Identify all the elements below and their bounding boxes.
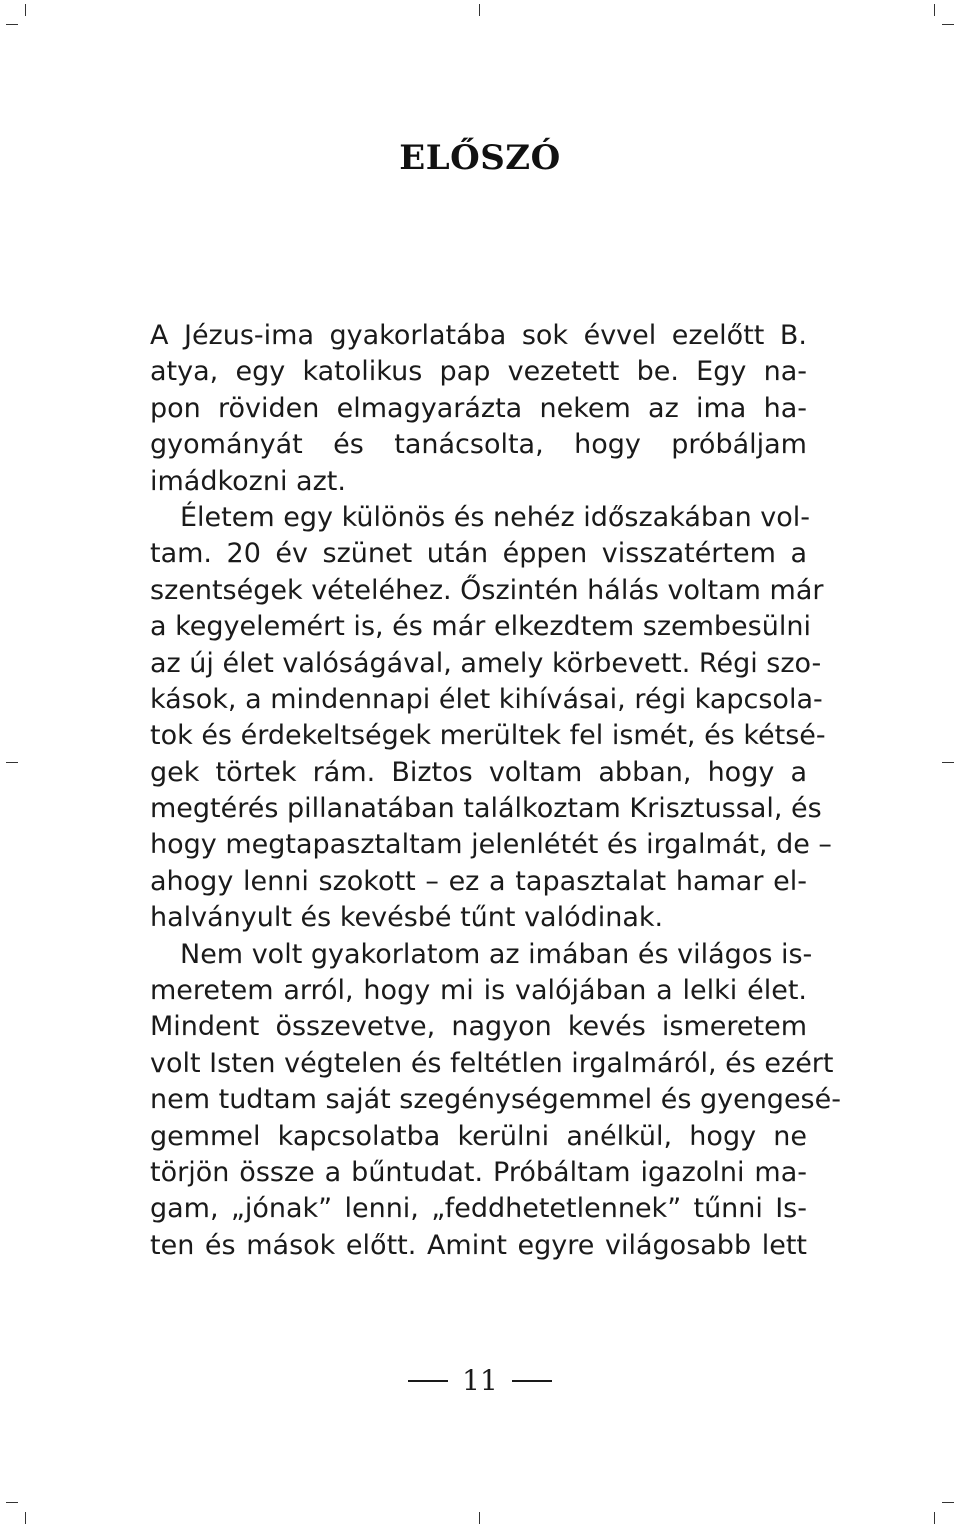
text-line: szentségek vételéhez. Őszintén hálás voltam már xyxy=(150,574,824,606)
text-line: kások, a mindennapi élet kihívásai, régi kapcsola- xyxy=(150,683,823,715)
page-number-footer xyxy=(0,1364,960,1397)
crop-mark-bottom-left xyxy=(6,1502,18,1503)
crop-mark-middle-right xyxy=(942,762,954,763)
text-line: atya, egy katolikus pap vezetett be. Egy na- xyxy=(150,356,807,388)
crop-mark-top-left xyxy=(6,24,18,25)
crop-mark-top-right xyxy=(934,4,935,16)
text-line: Nem volt gyakorlatom az imában és világos is- xyxy=(180,938,813,970)
text-line: halványult és kevésbé tűnt valódinak. xyxy=(150,902,664,934)
text-line: ahogy lenni szokott – ez a tapasztalat hamar el- xyxy=(150,865,807,897)
text-line: az új élet valóságával, amely körbevett. Régi szo- xyxy=(150,647,822,679)
text-line: pon röviden elmagyarázta nekem az ima ha- xyxy=(150,392,807,424)
text-line: gek törtek rám. Biztos voltam abban, hogy a xyxy=(150,756,807,788)
page-number: 11 xyxy=(462,1364,498,1397)
text-line: megtérés pillanatában találkoztam Krisztussal, és xyxy=(150,793,822,825)
body-text xyxy=(150,318,841,1264)
text-line: meretem arról, hogy mi is valójában a lelki élet. xyxy=(150,975,807,1007)
crop-mark-top-center xyxy=(479,4,480,16)
text-line: hogy megtapasztaltam jelenlétét és irgalmát, de – xyxy=(150,829,832,861)
crop-mark-middle-left xyxy=(6,762,18,763)
folio-rule-left xyxy=(408,1380,448,1382)
crop-mark-bottom-left xyxy=(25,1512,26,1524)
chapter-title: ELŐSZÓ xyxy=(399,138,561,178)
text-line: tok és érdekeltségek merültek fel ismét, és kétsé- xyxy=(150,720,826,752)
text-line: gemmel kapcsolatba kerülni anélkül, hogy ne xyxy=(150,1120,807,1152)
text-line: gam, „jónak” lenni, „feddhetetlennek” tűnni Is- xyxy=(150,1193,807,1225)
text-line: ten és mások előtt. Amint egyre világosabb lett xyxy=(150,1229,807,1261)
crop-mark-top-right xyxy=(942,24,954,25)
text-line: imádkozni azt. xyxy=(150,465,346,497)
text-line: a kegyelemért is, és már elkezdtem szembesülni xyxy=(150,611,811,643)
text-line: gyományát és tanácsolta, hogy próbáljam xyxy=(150,429,807,461)
text-line: törjön össze a bűntudat. Próbáltam igazolni ma- xyxy=(150,1156,807,1188)
crop-mark-top-left xyxy=(25,4,26,16)
text-line: Életem egy különös és nehéz időszakában vol- xyxy=(180,501,811,533)
text-line: Mindent összevetve, nagyon kevés ismeretem xyxy=(150,1011,807,1043)
text-line: nem tudtam saját szegénységemmel és gyengesé- xyxy=(150,1084,841,1116)
text-line: volt Isten végtelen és feltétlen irgalmáról, és ezért xyxy=(150,1047,834,1079)
crop-mark-bottom-right xyxy=(934,1512,935,1524)
text-line: tam. 20 év szünet után éppen visszatértem a xyxy=(150,538,807,570)
crop-mark-bottom-center xyxy=(479,1512,480,1524)
folio-rule-right xyxy=(512,1380,552,1382)
text-line: A Jézus-ima gyakorlatába sok évvel ezelőtt B. xyxy=(150,320,807,351)
crop-mark-bottom-right xyxy=(942,1502,954,1503)
